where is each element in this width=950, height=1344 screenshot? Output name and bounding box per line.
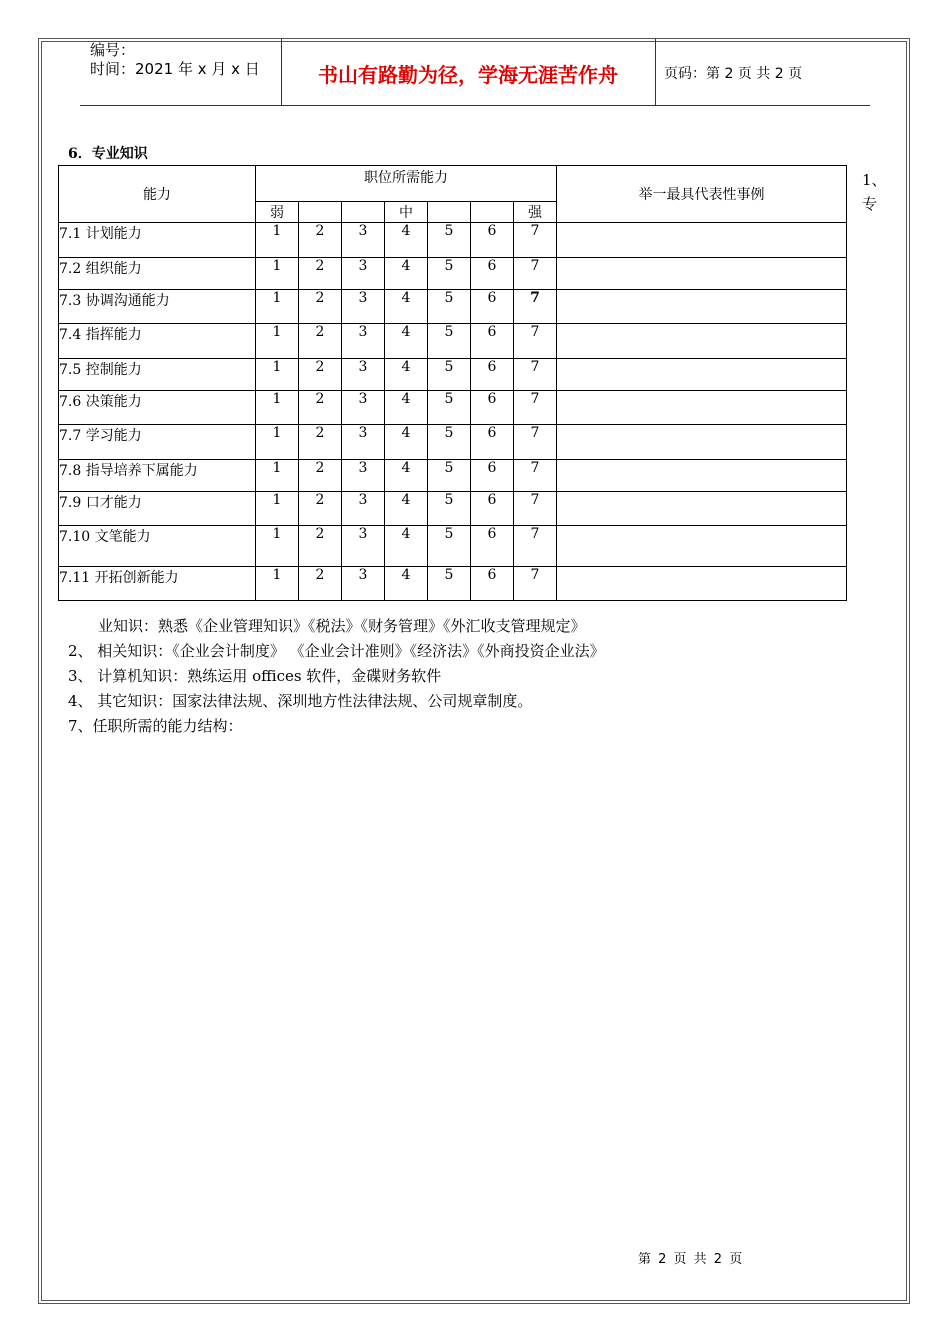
ability-name: 7.2 组织能力 (59, 258, 256, 290)
ability-name: 7.8 指导培养下属能力 (59, 460, 256, 492)
rating-option[interactable]: 3 (342, 290, 385, 324)
rating-option[interactable]: 1 (256, 359, 299, 391)
rating-option[interactable]: 1 (256, 290, 299, 324)
rating-option[interactable]: 7 (514, 391, 557, 425)
rating-option[interactable]: 6 (471, 290, 514, 324)
ability-name: 7.11 开拓创新能力 (59, 567, 256, 601)
rating-option[interactable]: 5 (428, 526, 471, 567)
ability-row (59, 567, 847, 601)
rating-option[interactable]: 2 (299, 567, 342, 601)
rating-option[interactable]: 5 (428, 223, 471, 258)
rating-option[interactable]: 3 (342, 567, 385, 601)
example-cell[interactable] (557, 223, 847, 258)
side-note-line: 专 (862, 195, 878, 213)
rating-option[interactable]: 6 (471, 258, 514, 290)
rating-option[interactable]: 4 (385, 492, 428, 526)
rating-option[interactable]: 7 (514, 290, 557, 324)
ability-name: 7.9 口才能力 (59, 492, 256, 526)
rating-option[interactable]: 7 (514, 258, 557, 290)
rating-option[interactable]: 3 (342, 526, 385, 567)
rating-option[interactable]: 5 (428, 359, 471, 391)
document-time-label: 时间：2021 年 x 月 x 日 (90, 60, 260, 78)
example-cell[interactable] (557, 526, 847, 567)
section-title: 6．专业知识 (68, 146, 148, 162)
ability-name: 7.4 指挥能力 (59, 324, 256, 359)
knowledge-paragraph: 4、 其它知识：国家法律法规、深圳地方性法律法规、公司规章制度。 (68, 692, 533, 710)
rating-option[interactable]: 2 (299, 223, 342, 258)
header-page-label: 页码：第 2 页 共 2 页 (664, 66, 803, 82)
rating-option[interactable]: 5 (428, 492, 471, 526)
ability-name: 7.5 控制能力 (59, 359, 256, 391)
rating-option[interactable]: 4 (385, 258, 428, 290)
rating-option[interactable]: 6 (471, 223, 514, 258)
scale-label-cell: 弱 (256, 202, 299, 223)
rating-option[interactable]: 1 (256, 460, 299, 492)
rating-option[interactable]: 5 (428, 460, 471, 492)
required-ability-header: 职位所需能力 (256, 166, 557, 202)
ability-row (59, 290, 847, 324)
ability-name: 7.6 决策能力 (59, 391, 256, 425)
rating-option[interactable]: 7 (514, 567, 557, 601)
side-note (862, 168, 887, 216)
scale-label-cell: 强 (514, 202, 557, 223)
example-cell[interactable] (557, 460, 847, 492)
rating-option[interactable]: 3 (342, 425, 385, 460)
example-cell[interactable] (557, 258, 847, 290)
scale-label-cell (428, 202, 471, 223)
rating-option[interactable]: 3 (342, 324, 385, 359)
example-cell[interactable] (557, 324, 847, 359)
ability-table (58, 165, 847, 601)
rating-option[interactable]: 2 (299, 526, 342, 567)
rating-option[interactable]: 5 (428, 391, 471, 425)
example-cell[interactable] (557, 359, 847, 391)
header-meta (90, 41, 260, 79)
ability-row (59, 425, 847, 460)
rating-option[interactable]: 4 (385, 526, 428, 567)
rating-option[interactable]: 1 (256, 391, 299, 425)
rating-option[interactable]: 2 (299, 460, 342, 492)
rating-option[interactable]: 7 (514, 223, 557, 258)
rating-option[interactable]: 5 (428, 567, 471, 601)
rating-option[interactable]: 5 (428, 258, 471, 290)
ability-name: 7.3 协调沟通能力 (59, 290, 256, 324)
rating-option[interactable]: 3 (342, 359, 385, 391)
scale-label-cell (471, 202, 514, 223)
ability-row (59, 359, 847, 391)
rating-option[interactable]: 2 (299, 324, 342, 359)
example-cell[interactable] (557, 391, 847, 425)
example-column-header: 举一最具代表性事例 (557, 166, 847, 223)
ability-row (59, 223, 847, 258)
knowledge-paragraph: 业知识：熟悉《企业管理知识》《税法》《财务管理》《外汇收支管理规定》 (98, 617, 586, 635)
rating-option[interactable]: 6 (471, 324, 514, 359)
rating-option[interactable]: 4 (385, 290, 428, 324)
document-number-label: 编号： (90, 41, 136, 59)
page-footer: 第 2 页 共 2 页 (638, 1252, 743, 1267)
rating-option[interactable]: 2 (299, 359, 342, 391)
ability-row (59, 258, 847, 290)
rating-option[interactable]: 1 (256, 492, 299, 526)
knowledge-paragraph: 2、 相关知识：《企业会计制度》 《企业会计准则》《经济法》《外商投资企业法》 (68, 642, 605, 660)
rating-option[interactable]: 2 (299, 492, 342, 526)
ability-row (59, 526, 847, 567)
rating-option[interactable]: 4 (385, 391, 428, 425)
ability-name: 7.10 文笔能力 (59, 526, 256, 567)
example-cell[interactable] (557, 425, 847, 460)
rating-option[interactable]: 7 (514, 324, 557, 359)
rating-option[interactable]: 1 (256, 567, 299, 601)
rating-option[interactable]: 2 (299, 391, 342, 425)
rating-option[interactable]: 4 (385, 567, 428, 601)
rating-option[interactable]: 5 (428, 324, 471, 359)
rating-option[interactable]: 1 (256, 324, 299, 359)
ability-row (59, 460, 847, 492)
rating-option[interactable]: 2 (299, 258, 342, 290)
ability-row (59, 324, 847, 359)
scale-label-cell (299, 202, 342, 223)
rating-option[interactable]: 1 (256, 425, 299, 460)
ability-row (59, 391, 847, 425)
scale-label-cell (342, 202, 385, 223)
knowledge-paragraph: 7、任职所需的能力结构： (68, 717, 243, 735)
rating-option[interactable]: 5 (428, 290, 471, 324)
rating-option[interactable]: 6 (471, 492, 514, 526)
ability-row (59, 492, 847, 526)
ability-name: 7.1 计划能力 (59, 223, 256, 258)
knowledge-paragraph: 3、 计算机知识：熟练运用 offices 软件，金碟财务软件 (68, 667, 442, 685)
rating-option[interactable]: 6 (471, 460, 514, 492)
rating-option[interactable]: 3 (342, 391, 385, 425)
rating-option[interactable]: 4 (385, 359, 428, 391)
page-header (80, 39, 870, 106)
rating-option[interactable]: 5 (428, 425, 471, 460)
rating-option[interactable]: 2 (299, 290, 342, 324)
rating-option[interactable]: 3 (342, 460, 385, 492)
rating-option[interactable]: 2 (299, 425, 342, 460)
side-note-line: 1、 (862, 171, 887, 189)
example-cell[interactable] (557, 492, 847, 526)
rating-option[interactable]: 6 (471, 425, 514, 460)
rating-option[interactable]: 3 (342, 258, 385, 290)
rating-option[interactable]: 1 (256, 526, 299, 567)
rating-option[interactable]: 1 (256, 258, 299, 290)
rating-option[interactable]: 6 (471, 391, 514, 425)
rating-option[interactable]: 3 (342, 223, 385, 258)
rating-option[interactable]: 7 (514, 526, 557, 567)
rating-option[interactable]: 1 (256, 223, 299, 258)
example-cell[interactable] (557, 290, 847, 324)
rating-option[interactable]: 7 (514, 460, 557, 492)
example-cell[interactable] (557, 567, 847, 601)
ability-name: 7.7 学习能力 (59, 425, 256, 460)
header-divider (655, 39, 656, 105)
rating-option[interactable]: 4 (385, 460, 428, 492)
rating-option[interactable]: 6 (471, 526, 514, 567)
rating-option[interactable]: 4 (385, 425, 428, 460)
rating-option[interactable]: 7 (514, 492, 557, 526)
header-motto: 书山有路勤为径，学海无涯苦作舟 (318, 63, 618, 87)
rating-option[interactable]: 7 (514, 359, 557, 391)
rating-option[interactable]: 7 (514, 425, 557, 460)
rating-option[interactable]: 4 (385, 223, 428, 258)
rating-option[interactable]: 6 (471, 567, 514, 601)
rating-option[interactable]: 3 (342, 492, 385, 526)
rating-option[interactable]: 4 (385, 324, 428, 359)
rating-option[interactable]: 6 (471, 359, 514, 391)
ability-column-header: 能力 (59, 166, 256, 223)
scale-label-cell: 中 (385, 202, 428, 223)
